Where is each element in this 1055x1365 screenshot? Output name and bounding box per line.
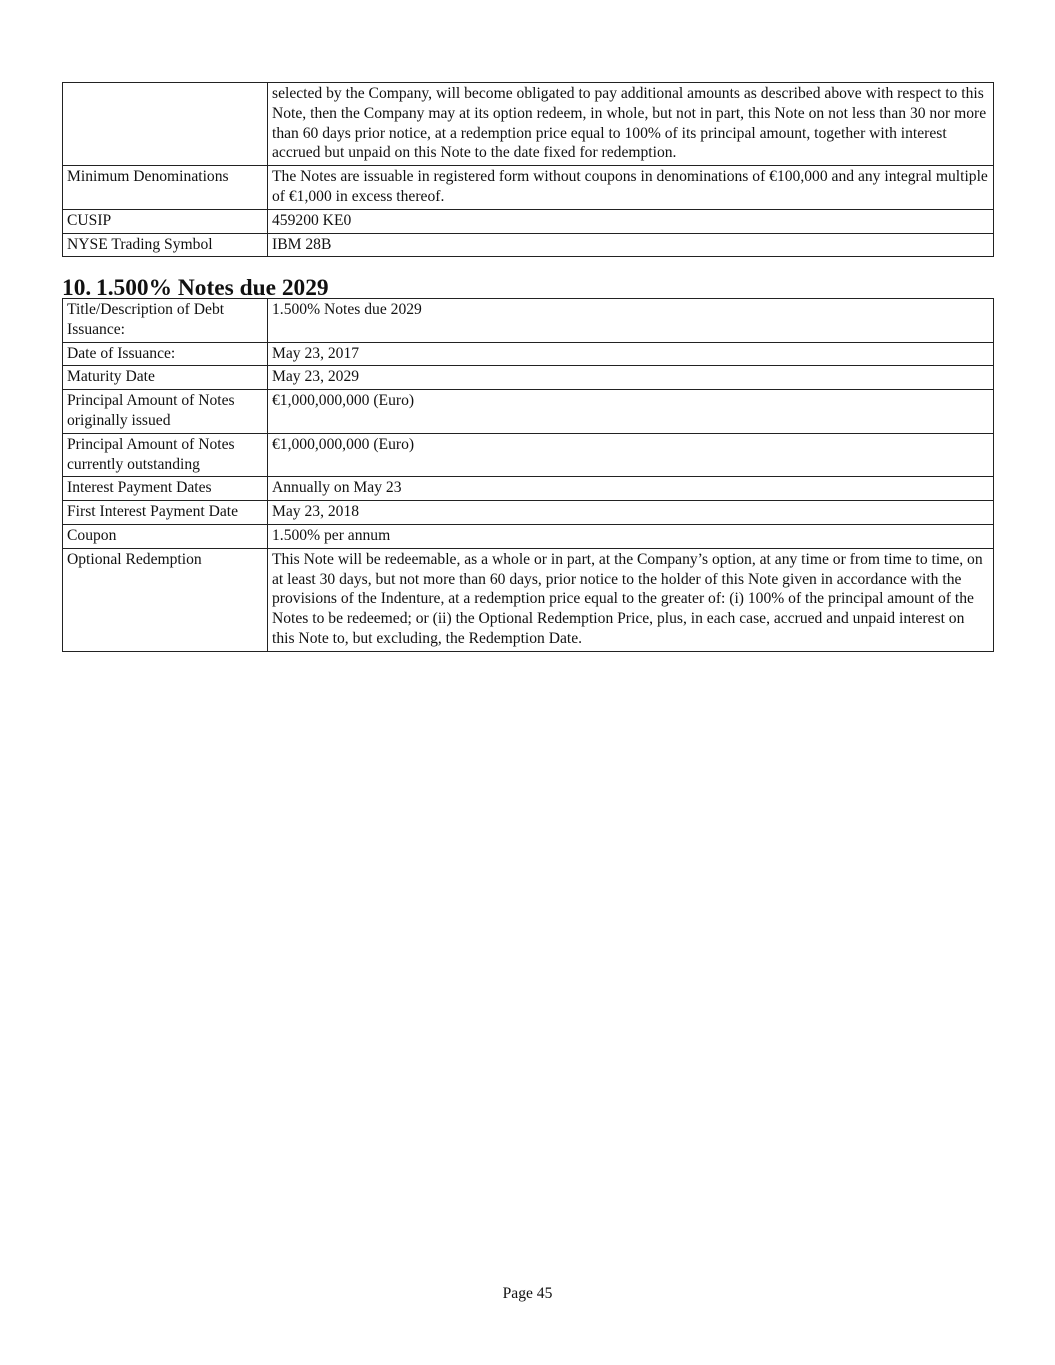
term-value: 459200 KE0 [268,209,994,233]
table-row [63,233,994,257]
term-value: May 23, 2018 [268,501,994,525]
term-value: May 23, 2029 [268,366,994,390]
table-row [63,501,994,525]
term-value: selected by the Company, will become obligated to pay additional amounts as described above with respect to this Note, then the Company may at its option redeem, in whole, but not in part, this Note on not less than 30 nor more than 60 days prior notice, at a redemption price equal to 100% of its principal amount, together with interest accrued but unpaid on this Note to the date fixed for redemption. [268,83,994,166]
page-number: Page 45 [502,1285,553,1302]
term-label: Minimum Denominations [63,166,268,210]
table-row [63,366,994,390]
term-value: €1,000,000,000 (Euro) [268,433,994,477]
table-row [63,83,994,166]
term-label: Principal Amount of Notes originally issued [63,390,268,434]
term-label: Maturity Date [63,366,268,390]
term-value: This Note will be redeemable, as a whole or in part, at the Company’s option, at any time or from time to time, on at least 30 days, but not more than 60 days, prior notice to the holder of this Note given in accordance with the provisions of the Indenture, at a redemption price equal to the greater of: (i) 100% of the principal amount of the Notes to be redeemed; or (ii) the Optional Redemption Price, plus, in each case, accrued and unpaid interest on this Note to, but excluding, the Redemption Date. [268,548,994,651]
table-row [63,209,994,233]
term-value: Annually on May 23 [268,477,994,501]
term-value: IBM 28B [268,233,994,257]
term-label: Principal Amount of Notes currently outstanding [63,433,268,477]
term-label: Title/Description of Debt Issuance: [63,299,268,343]
table-row [63,433,994,477]
term-label: NYSE Trading Symbol [63,233,268,257]
section-heading [62,275,329,301]
section-title: 1.500% Notes due 2029 [96,275,329,301]
continuation-terms-table [62,82,994,257]
term-value: 1.500% per annum [268,524,994,548]
table-row [63,166,994,210]
term-label: First Interest Payment Date [63,501,268,525]
term-value: 1.500% Notes due 2029 [268,299,994,343]
term-label: Optional Redemption [63,548,268,651]
table-row [63,299,994,343]
term-label: Interest Payment Dates [63,477,268,501]
term-label: Date of Issuance: [63,342,268,366]
term-label: Coupon [63,524,268,548]
table-row [63,477,994,501]
term-value: The Notes are issuable in registered form without coupons in denominations of €100,000 and any integral multiple of €1,000 in excess thereof. [268,166,994,210]
section-number: 10. [62,275,92,301]
notes-terms-table [62,298,994,652]
table-row [63,524,994,548]
term-label: CUSIP [63,209,268,233]
table-row [63,342,994,366]
table-row [63,548,994,651]
term-value: May 23, 2017 [268,342,994,366]
term-label [63,83,268,166]
table-row [63,390,994,434]
term-value: €1,000,000,000 (Euro) [268,390,994,434]
